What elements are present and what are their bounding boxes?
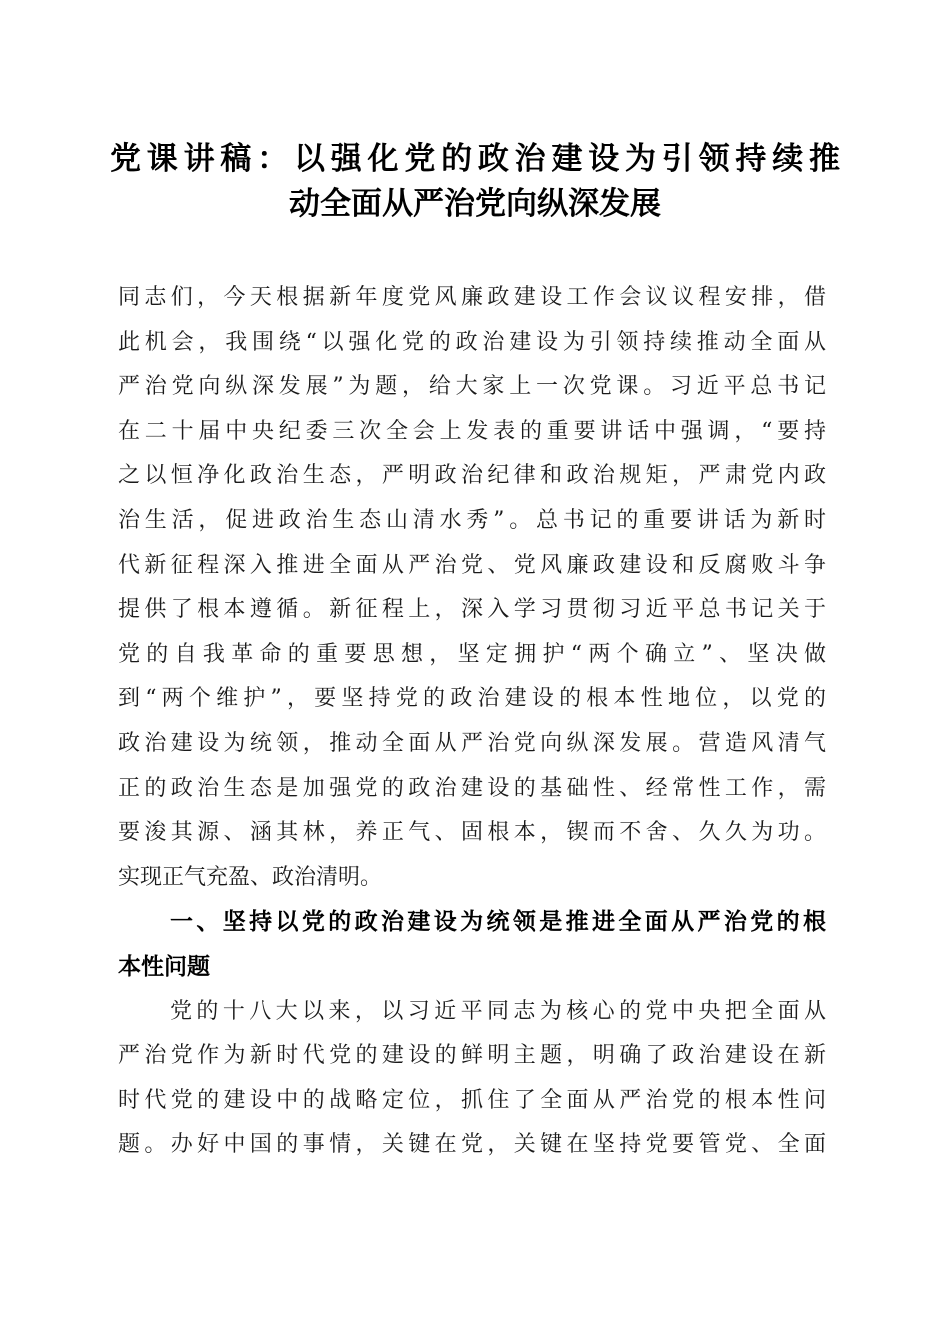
title-line: 动全面从严治党向纵深发展 xyxy=(289,186,661,222)
text-line: 严治党向纵深发展”为题，给大家上一次党课。习近平总书记 xyxy=(118,374,826,400)
text-line: 到“两个维护”，要坚持党的政治建设的根本性地位，以党的 xyxy=(118,686,826,712)
text-line: 正的政治生态是加强党的政治建设的基础性、经常性工作，需 xyxy=(118,775,826,801)
text-line: 题。办好中国的事情，关键在党，关键在坚持党要管党、全面 xyxy=(118,1132,826,1158)
document-body xyxy=(118,276,826,1168)
text-line: 治生活，促进政治生态山清水秀”。总书记的重要讲话为新时 xyxy=(118,507,826,533)
heading-line: 一、坚持以党的政治建设为统领是推进全面从严治党的根 xyxy=(170,909,826,936)
text-line: 党的十八大以来，以习近平同志为核心的党中央把全面从 xyxy=(170,998,826,1024)
paragraph-section-1 xyxy=(118,990,826,1168)
paragraph-intro xyxy=(118,276,826,900)
text-line: 之以恒净化政治生态，严明政治纪律和政治规矩，严肃党内政 xyxy=(118,463,826,489)
text-line: 同志们，今天根据新年度党风廉政建设工作会议议程安排，借 xyxy=(118,285,826,310)
text-line: 代新征程深入推进全面从严治党、党风廉政建设和反腐败斗争 xyxy=(118,552,826,578)
text-line: 要浚其源、涵其林，养正气、固根本，锲而不舍、久久为功。 xyxy=(118,820,826,846)
text-line: 时代党的建设中的战略定位，抓住了全面从严治党的根本性问 xyxy=(118,1087,826,1113)
section-heading-1 xyxy=(118,900,826,989)
text-line: 实现正气充盈、政治清明。 xyxy=(118,864,383,890)
text-line: 在二十届中央纪委三次全会上发表的重要讲话中强调，“要持 xyxy=(118,418,826,444)
document-title xyxy=(110,137,840,227)
title-line: 党课讲稿：以强化党的政治建设为引领持续推 xyxy=(110,141,840,177)
text-line: 党的自我革命的重要思想，坚定拥护“两个确立”、坚决做 xyxy=(118,641,826,667)
text-line: 严治党作为新时代党的建设的鲜明主题，明确了政治建设在新 xyxy=(118,1043,826,1069)
text-line: 此机会，我围绕“以强化党的政治建设为引领持续推动全面从 xyxy=(118,329,826,355)
text-line: 提供了根本遵循。新征程上，深入学习贯彻习近平总书记关于 xyxy=(118,597,826,623)
text-line: 政治建设为统领，推动全面从严治党向纵深发展。营造风清气 xyxy=(118,730,826,756)
heading-line: 本性问题 xyxy=(118,953,210,980)
